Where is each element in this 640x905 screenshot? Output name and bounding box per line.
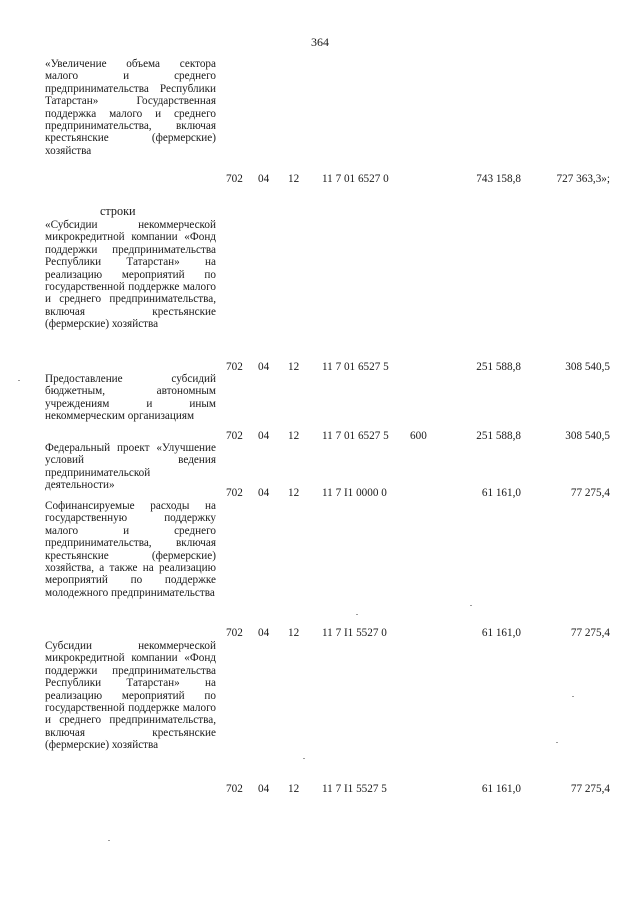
row-value-2: 308 540,5 xyxy=(565,361,610,373)
row-ministry-code: 702 xyxy=(226,361,243,373)
row-value-2: 727 363,3»; xyxy=(556,173,610,185)
row-target-article: 11 7 01 6527 5 xyxy=(322,361,389,373)
section-label: строки xyxy=(100,204,136,218)
row-value-1: 743 158,8 xyxy=(476,173,521,185)
row-ministry-code: 702 xyxy=(226,173,243,185)
page-number: 364 xyxy=(311,35,329,49)
row-section-code: 04 xyxy=(258,783,270,795)
row-value-2: 77 275,4 xyxy=(570,783,610,795)
row-section-code: 04 xyxy=(258,361,270,373)
row-description: Субсидии некоммерческой микрокредитной компании «Фонд поддержки предпринимательства Республики Татарстан» на реализацию мероприятий по государственной поддержке малого и среднего предпринимательства, включая крестьянские (фермерские) хозяйства xyxy=(45,640,216,752)
scan-speck xyxy=(356,614,358,615)
row-section-code: 04 xyxy=(258,627,270,639)
row-subsection-code: 12 xyxy=(288,487,300,499)
scan-speck xyxy=(572,696,574,697)
row-description: «Увеличение объема сектора малого и среднего предпринимательства Республики Татарстан» Государственная поддержка малого и среднего предпринимательства, включая крестьянские (фермерские) хозяйства xyxy=(45,58,216,157)
row-value-1: 61 161,0 xyxy=(481,783,521,795)
scan-speck xyxy=(18,380,20,381)
row-target-article: 11 7 I1 0000 0 xyxy=(322,487,387,499)
row-description: Федеральный проект «Улучшение условий ведения предпринимательской деятельности» xyxy=(45,442,216,492)
row-description: Софинансируемые расходы на государственную поддержку малого и среднего предпринимательства, включая крестьянские (фермерские) хозяйства, а также на реализацию мероприятий по поддержке молодежного предпринимательства xyxy=(45,500,216,599)
row-target-article: 11 7 I1 5527 0 xyxy=(322,627,387,639)
row-description: Предоставление субсидий бюджетным, автономным учреждениям и иным некоммерческим организациям xyxy=(45,373,216,423)
row-target-article: 11 7 I1 5527 5 xyxy=(322,783,387,795)
scan-speck xyxy=(303,758,305,759)
row-value-1: 61 161,0 xyxy=(481,627,521,639)
row-value-1: 251 588,8 xyxy=(476,361,521,373)
scan-speck xyxy=(556,742,558,743)
row-subsection-code: 12 xyxy=(288,173,300,185)
row-subsection-code: 12 xyxy=(288,783,300,795)
row-subsection-code: 12 xyxy=(288,430,300,442)
row-ministry-code: 702 xyxy=(226,487,243,499)
row-ministry-code: 702 xyxy=(226,627,243,639)
row-value-2: 77 275,4 xyxy=(570,487,610,499)
row-section-code: 04 xyxy=(258,487,270,499)
row-value-1: 251 588,8 xyxy=(476,430,521,442)
row-description: «Субсидии некоммерческой микрокредитной компании «Фонд поддержки предпринимательства Республики Татарстан» на реализацию мероприятий по государственной поддержке малого и среднего предпринимательства, включая крестьянские (фермерские) хозяйства xyxy=(45,219,216,331)
row-expense-type: 600 xyxy=(410,430,427,442)
row-ministry-code: 702 xyxy=(226,430,243,442)
row-section-code: 04 xyxy=(258,173,270,185)
row-value-1: 61 161,0 xyxy=(481,487,521,499)
row-section-code: 04 xyxy=(258,430,270,442)
row-value-2: 77 275,4 xyxy=(570,627,610,639)
scan-speck xyxy=(108,840,110,841)
row-subsection-code: 12 xyxy=(288,627,300,639)
row-target-article: 11 7 01 6527 5 xyxy=(322,430,389,442)
scan-speck xyxy=(470,605,472,606)
row-value-2: 308 540,5 xyxy=(565,430,610,442)
row-ministry-code: 702 xyxy=(226,783,243,795)
row-subsection-code: 12 xyxy=(288,361,300,373)
row-target-article: 11 7 01 6527 0 xyxy=(322,173,389,185)
